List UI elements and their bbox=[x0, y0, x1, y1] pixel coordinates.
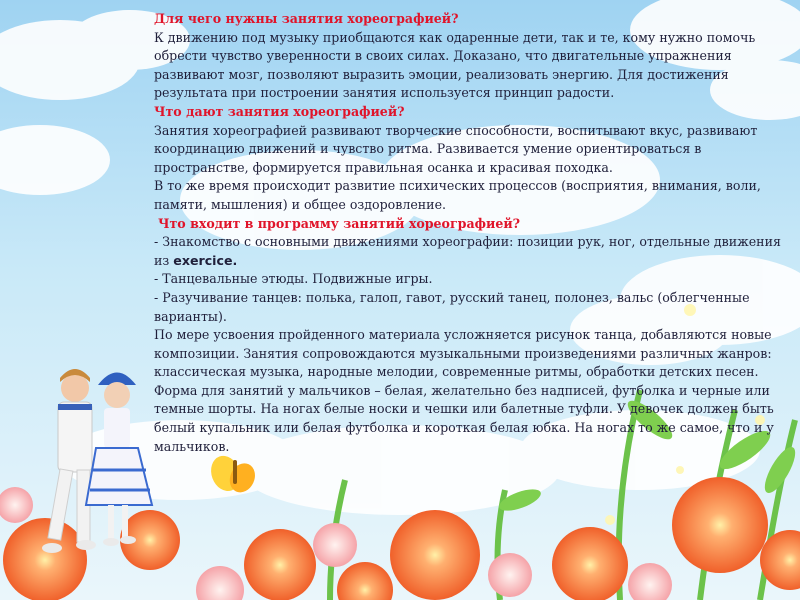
heading-purpose: Для чего нужны занятия хореографией? bbox=[154, 11, 459, 26]
paragraph-benefits: Занятия хореографией развивают творческие способности, воспитывают вкус, развивают координацию движений и чувство ритма. Развивается умение ориентироваться в пространстве, формируется правильная осанка и красивая походка. bbox=[154, 122, 758, 175]
article-text bbox=[154, 10, 794, 456]
list-item-dances: - Разучивание танцев: полька, галоп, гавот, русский танец, полонез, вальс (облегченные варианты). bbox=[154, 289, 750, 324]
paragraph-development: В то же время происходит развитие психических процессов (восприятия, внимания, воли, памяти, мышления) и общее оздоровление. bbox=[154, 178, 761, 212]
list-item-movements-text: - Знакомство с основными движениями хореографии: позиции рук, ног, отдельные движения из bbox=[154, 234, 781, 268]
paragraph-composition-and-uniform: По мере усвоения пройденного материала усложняется рисунок танца, добавляются новые композиции. Занятия сопровождаются музыкальными произведениями различных жанров: классическая музыка, народные мелодии, современные ритмы, обработки детских песен. Форма для занятий у мальчиков – белая, желательно без надписей, футболка и черные или темные шорты. На ногах белые носки и чешки или балетные туфли. У девочек должен быть белый купальник или белая футболка и короткая белая юбка. На ногах то же самое, что и у мальчиков. bbox=[154, 327, 774, 454]
paragraph-purpose: К движению под музыку приобщаются как одаренные дети, так и те, кому нужно помочь обрести чувство уверенности в своих силах. Доказано, что двигательные упражнения развивают мозг, позволяют выразить эмоции, реализовать энергию. Для достижения результата при построении занятия используется принцип радости. bbox=[154, 29, 756, 101]
list-item-etudes: - Танцевальные этюды. Подвижные игры. bbox=[154, 271, 433, 287]
heading-program: Что входит в программу занятий хореографией? bbox=[158, 215, 521, 231]
list-item-movements bbox=[154, 233, 794, 270]
term-exercice: exercice. bbox=[173, 252, 238, 268]
heading-benefits: Что дают занятия хореографией? bbox=[154, 103, 405, 119]
